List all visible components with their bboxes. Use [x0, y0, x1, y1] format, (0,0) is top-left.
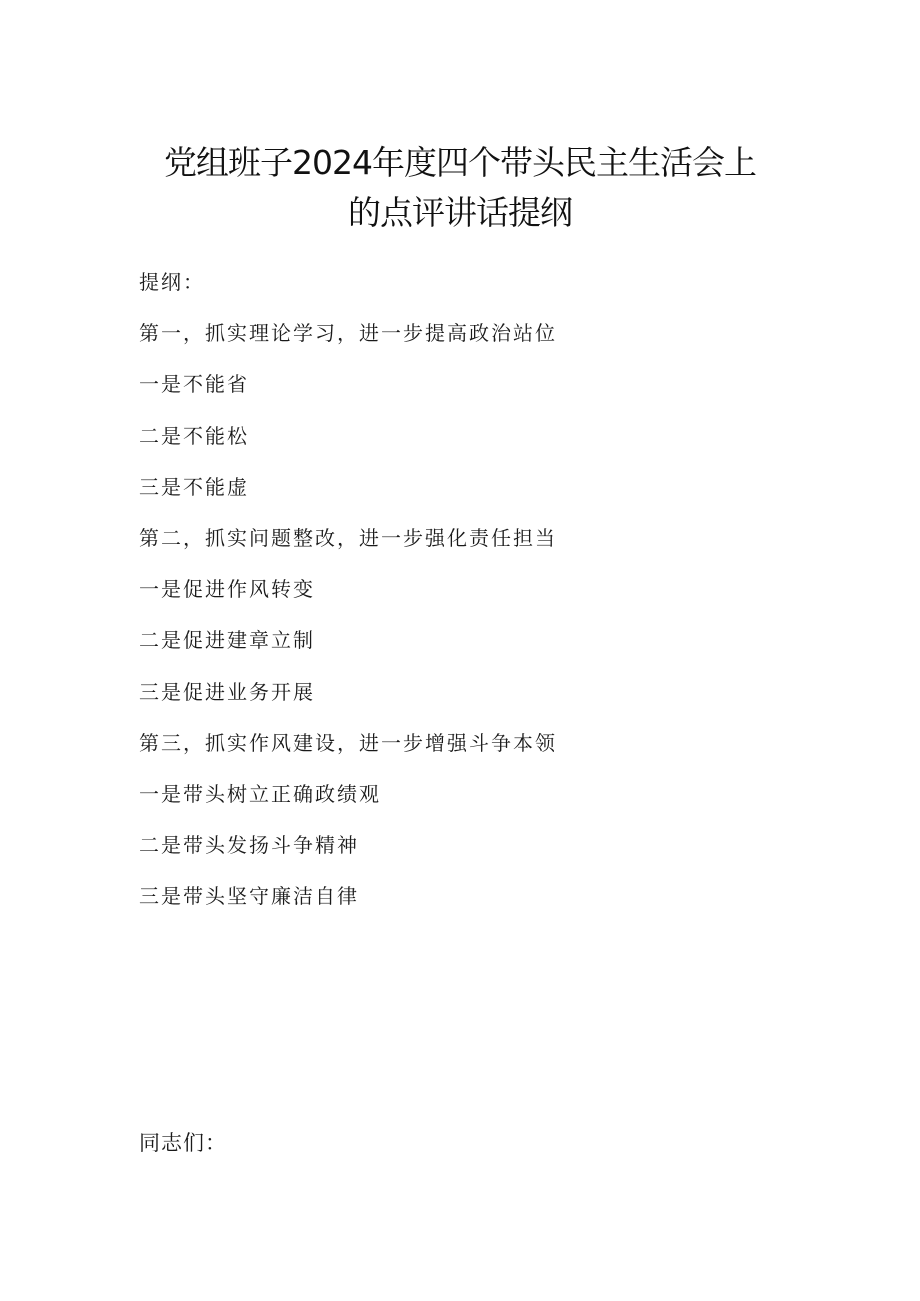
outline-item: 一是带头树立正确政绩观 [139, 781, 381, 806]
outline-item: 三是不能虚 [139, 474, 249, 499]
outline-item: 二是带头发扬斗争精神 [139, 833, 359, 858]
outline-item: 三是带头坚守廉洁自律 [139, 884, 359, 909]
outline-item: 二是不能松 [139, 423, 249, 448]
outline-section-1: 第一，抓实理论学习，进一步提高政治站位 [139, 321, 557, 346]
outline-item: 一是促进作风转变 [139, 577, 315, 602]
title-line-1: 党组班子2024年度四个带头民主生活会上 [164, 143, 756, 182]
outline-section-2: 第二，抓实问题整改，进一步强化责任担当 [139, 525, 557, 550]
outline-item: 一是不能省 [139, 372, 249, 397]
greeting-text: 同志们： [139, 1131, 227, 1155]
outline-section-3: 第三，抓实作风建设，进一步增强斗争本领 [139, 730, 557, 755]
document-title [140, 138, 780, 238]
title-line-2: 的点评讲话提纲 [348, 193, 572, 232]
outline-item: 三是促进业务开展 [139, 679, 315, 704]
outline-heading: 提纲： [139, 270, 205, 294]
outline-item: 二是促进建章立制 [139, 628, 315, 653]
outline-list [139, 268, 557, 933]
